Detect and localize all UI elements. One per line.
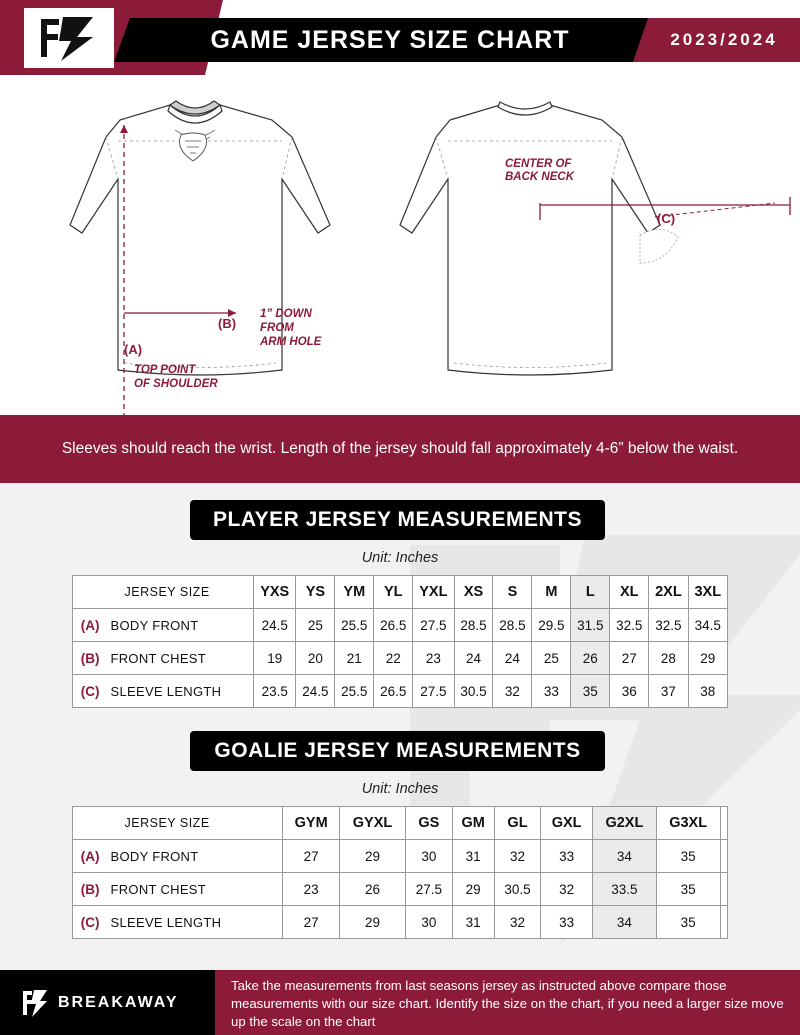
footer-brand-text: BREAKAWAY bbox=[58, 993, 179, 1011]
measurement-value bbox=[720, 840, 728, 873]
measurement-value: 31 bbox=[452, 840, 494, 873]
measurement-tag: (B) bbox=[73, 873, 103, 906]
size-column-header: GL bbox=[494, 807, 541, 840]
measurement-value: 33 bbox=[541, 906, 593, 939]
tag-cell-blank bbox=[73, 576, 103, 609]
callout-center-back-neck-line2: BACK NECK bbox=[505, 171, 574, 183]
measurement-name: BODY FRONT bbox=[103, 609, 254, 642]
measurement-value: 27 bbox=[610, 642, 649, 675]
table-header-row bbox=[73, 807, 728, 840]
measurement-name: BODY FRONT bbox=[103, 840, 283, 873]
measurement-value: 27.5 bbox=[406, 873, 453, 906]
measurement-value: 30 bbox=[406, 840, 453, 873]
measurement-value: 32.5 bbox=[610, 609, 649, 642]
measurement-value: 23 bbox=[283, 873, 340, 906]
breakaway-b-logo-icon bbox=[22, 988, 48, 1018]
tag-cell-blank bbox=[73, 807, 103, 840]
measurement-value: 24.5 bbox=[296, 675, 335, 708]
measurement-value: 29.5 bbox=[532, 609, 571, 642]
table-row bbox=[73, 642, 728, 675]
measurement-value: 30 bbox=[406, 906, 453, 939]
svg-text:FROM: FROM bbox=[260, 322, 294, 334]
size-column-header: GS bbox=[406, 807, 453, 840]
footer-brand-block bbox=[0, 970, 215, 1035]
measurement-value: 27 bbox=[283, 906, 340, 939]
measurement-value: 33 bbox=[541, 840, 593, 873]
player-unit-label: Unit: Inches bbox=[361, 550, 439, 566]
jersey-size-header: JERSEY SIZE bbox=[103, 576, 254, 609]
size-column-header: L bbox=[571, 576, 610, 609]
measurement-value: 23.5 bbox=[254, 675, 296, 708]
measurement-value: 35 bbox=[656, 906, 720, 939]
size-column-header: YXS bbox=[254, 576, 296, 609]
measurement-name: SLEEVE LENGTH bbox=[103, 906, 283, 939]
measurement-value: 36 bbox=[610, 675, 649, 708]
measurement-tag: (C) bbox=[73, 906, 103, 939]
instruction-note-text: Sleeves should reach the wrist. Length of the jersey should fall approximately 4-6” below the waist. bbox=[61, 439, 739, 457]
measurement-value: 32 bbox=[494, 840, 541, 873]
measurement-value: 28.5 bbox=[493, 609, 532, 642]
measurement-tag: (B) bbox=[73, 642, 103, 675]
page-title-text: GAME JERSEY SIZE CHART bbox=[210, 25, 570, 54]
size-column-header: XS bbox=[454, 576, 493, 609]
svg-text:1” DOWN: 1” DOWN bbox=[260, 308, 312, 320]
table-row bbox=[73, 840, 728, 873]
measurement-value: 22 bbox=[374, 642, 413, 675]
measurement-value: 19 bbox=[254, 642, 296, 675]
measurement-value: 32 bbox=[541, 873, 593, 906]
season-text: 2023/2024 bbox=[670, 30, 778, 49]
measurement-value: 30.5 bbox=[454, 675, 493, 708]
size-column-header: YS bbox=[296, 576, 335, 609]
callout-center-back-neck-line1: CENTER OF bbox=[505, 158, 572, 170]
measurement-value: 35 bbox=[656, 840, 720, 873]
measurement-value: 29 bbox=[688, 642, 727, 675]
callout-b: (B) bbox=[218, 316, 237, 331]
measurement-value: 26 bbox=[571, 642, 610, 675]
jersey-diagram-svg bbox=[0, 75, 800, 415]
svg-text:TOP POINT: TOP POINT bbox=[134, 364, 196, 376]
player-section-title bbox=[190, 500, 605, 540]
svg-text:ARM HOLE: ARM HOLE bbox=[260, 336, 322, 348]
table-row bbox=[73, 675, 728, 708]
goalie-measurements-table bbox=[72, 806, 728, 939]
svg-text:OF SHOULDER: OF SHOULDER bbox=[134, 378, 218, 390]
size-column-header: YXL bbox=[413, 576, 454, 609]
player-section-title-text: PLAYER JERSEY MEASUREMENTS bbox=[213, 508, 582, 531]
page-header bbox=[0, 0, 800, 75]
size-column-header: GYM bbox=[283, 807, 340, 840]
measurement-value: 27 bbox=[283, 840, 340, 873]
measurement-value: 29 bbox=[339, 906, 405, 939]
measurement-value: 34.5 bbox=[688, 609, 727, 642]
measurement-value: 33.5 bbox=[593, 873, 657, 906]
measurement-value: 34 bbox=[593, 840, 657, 873]
jersey-size-header: JERSEY SIZE bbox=[103, 807, 283, 840]
size-column-header: GXL bbox=[541, 807, 593, 840]
measurement-value: 25 bbox=[532, 642, 571, 675]
measurement-value: 21 bbox=[335, 642, 374, 675]
measurement-value: 32.5 bbox=[649, 609, 688, 642]
size-column-header: GM bbox=[452, 807, 494, 840]
measurement-value: 38 bbox=[688, 675, 727, 708]
measurement-value: 29 bbox=[339, 840, 405, 873]
measurement-value: 27.5 bbox=[413, 609, 454, 642]
measurement-value: 32 bbox=[494, 906, 541, 939]
size-column-header: 3XL bbox=[688, 576, 727, 609]
measurement-value: 25.5 bbox=[335, 675, 374, 708]
measurement-value: 33 bbox=[532, 675, 571, 708]
measurement-value: 25.5 bbox=[335, 609, 374, 642]
measurement-value: 24 bbox=[493, 642, 532, 675]
measurement-value: 24.5 bbox=[254, 609, 296, 642]
measurement-name: FRONT CHEST bbox=[103, 642, 254, 675]
measurement-tag: (A) bbox=[73, 840, 103, 873]
measurement-value: 28 bbox=[649, 642, 688, 675]
jersey-illustration bbox=[0, 75, 800, 415]
measurement-value: 35 bbox=[656, 873, 720, 906]
measurement-value: 26.5 bbox=[374, 675, 413, 708]
player-measurements-table bbox=[72, 575, 728, 708]
measurement-name: SLEEVE LENGTH bbox=[103, 675, 254, 708]
measurement-value: 28.5 bbox=[454, 609, 493, 642]
measurement-value: 27.5 bbox=[413, 675, 454, 708]
table-header-row bbox=[73, 576, 728, 609]
goalie-section-title bbox=[190, 731, 605, 771]
measurement-value: 20 bbox=[296, 642, 335, 675]
goalie-section-title-text: GOALIE JERSEY MEASUREMENTS bbox=[214, 739, 581, 762]
measurement-tag: (C) bbox=[73, 675, 103, 708]
brand-logo bbox=[24, 8, 114, 68]
size-column-header: GYXL bbox=[339, 807, 405, 840]
measurement-value: 29 bbox=[452, 873, 494, 906]
measurement-value bbox=[720, 873, 728, 906]
size-column-header: G3XL bbox=[656, 807, 720, 840]
measurement-tag: (A) bbox=[73, 609, 103, 642]
size-column-header: G2XL bbox=[593, 807, 657, 840]
measurement-value: 23 bbox=[413, 642, 454, 675]
measurement-value: 30.5 bbox=[494, 873, 541, 906]
size-column-header: M bbox=[532, 576, 571, 609]
table-row bbox=[73, 906, 728, 939]
table-row bbox=[73, 609, 728, 642]
instruction-note bbox=[0, 415, 800, 483]
measurement-value: 32 bbox=[493, 675, 532, 708]
size-column-header bbox=[720, 807, 728, 840]
measurement-value: 31.5 bbox=[571, 609, 610, 642]
callout-c: (C) bbox=[657, 211, 676, 226]
season-badge bbox=[648, 18, 800, 62]
measurement-value: 35 bbox=[571, 675, 610, 708]
page-title bbox=[130, 18, 650, 62]
measurement-value: 26.5 bbox=[374, 609, 413, 642]
size-column-header: YM bbox=[335, 576, 374, 609]
measurement-value: 25 bbox=[296, 609, 335, 642]
table-row bbox=[73, 873, 728, 906]
page-footer bbox=[0, 970, 800, 1035]
measurement-value: 24 bbox=[454, 642, 493, 675]
size-column-header: XL bbox=[610, 576, 649, 609]
size-column-header: S bbox=[493, 576, 532, 609]
size-column-header: YL bbox=[374, 576, 413, 609]
footer-instructions: Take the measurements from last seasons jersey as instructed above compare those measurements with our size chart. Identify the size on the chart, if you need a larger size move up the scale on the chart bbox=[215, 970, 800, 1035]
size-column-header: 2XL bbox=[649, 576, 688, 609]
goalie-unit-label: Unit: Inches bbox=[361, 781, 439, 797]
measurement-value: 37 bbox=[649, 675, 688, 708]
measurement-value: 31 bbox=[452, 906, 494, 939]
breakaway-b-logo-icon bbox=[37, 13, 101, 63]
measurement-value: 26 bbox=[339, 873, 405, 906]
measurement-value: 34 bbox=[593, 906, 657, 939]
measurement-value bbox=[720, 906, 728, 939]
callout-a: (A) bbox=[124, 342, 143, 357]
measurement-name: FRONT CHEST bbox=[103, 873, 283, 906]
